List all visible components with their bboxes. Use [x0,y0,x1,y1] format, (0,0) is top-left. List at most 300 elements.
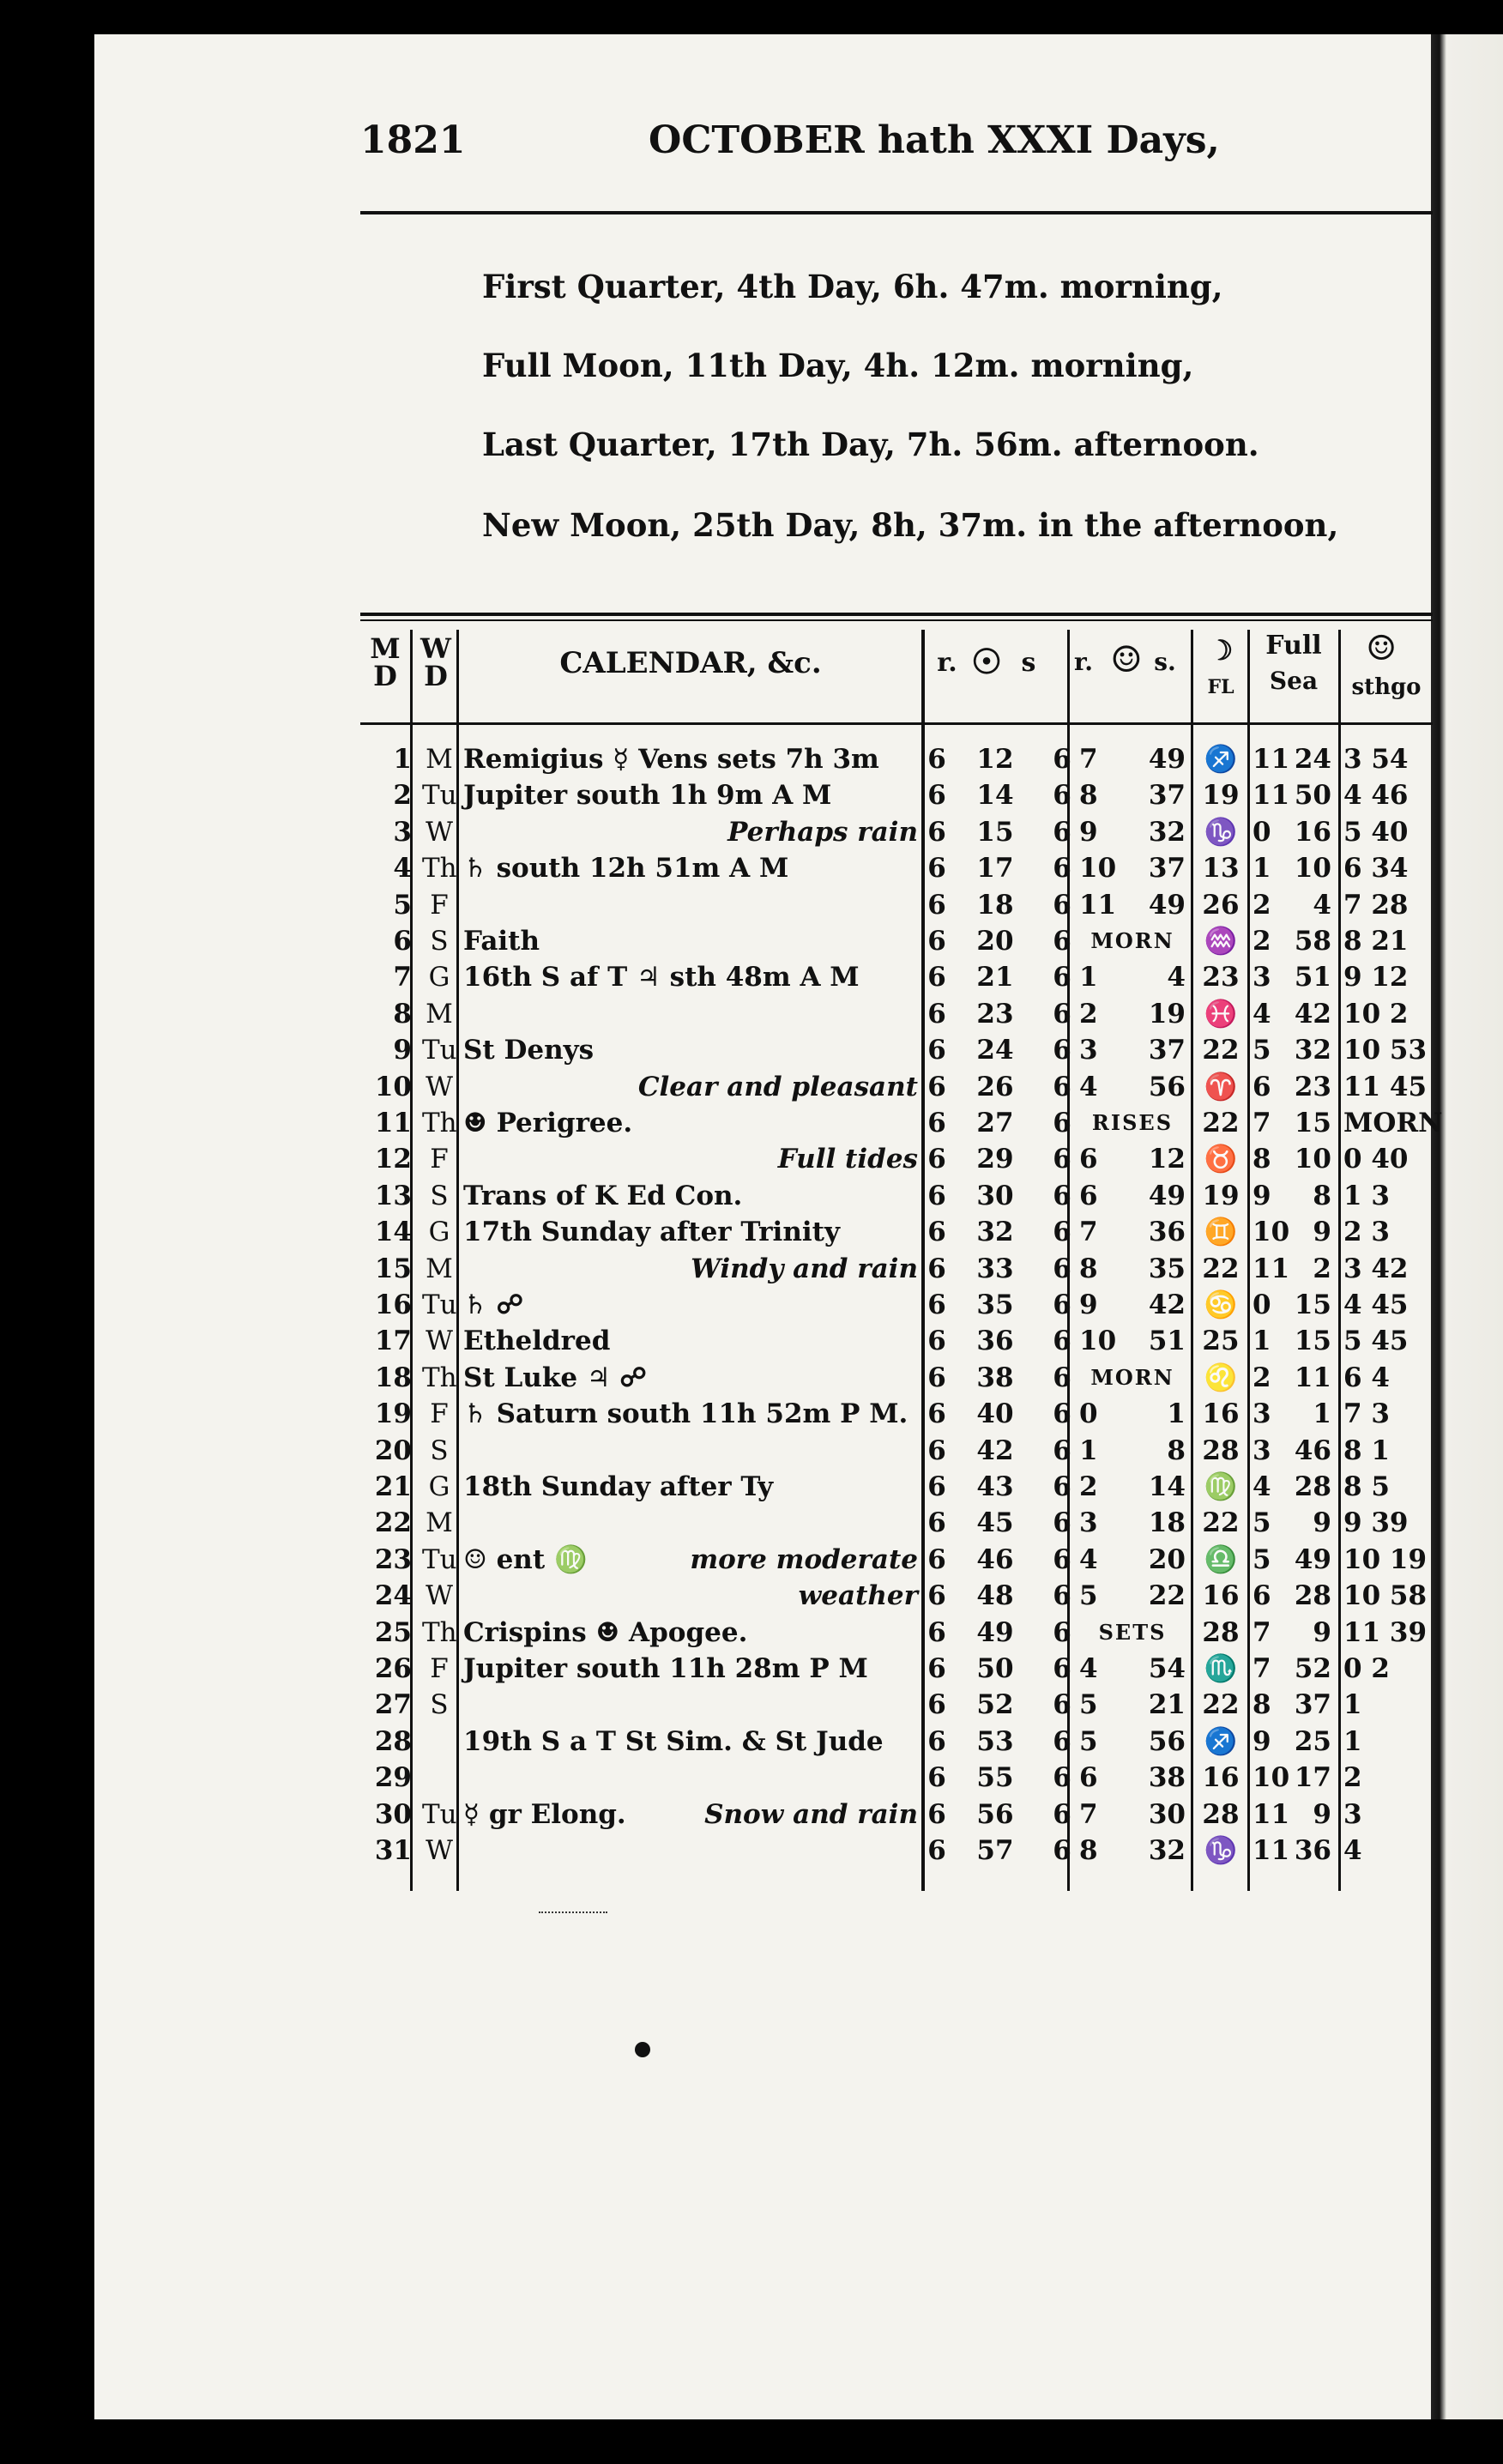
cell-week-day: Th [422,853,457,885]
cell-sea-hour: 8 [1252,1144,1271,1175]
cell-sun-set: 6 [1053,962,1071,993]
cell-moon-minute: 14 [1148,1471,1186,1502]
cell-month-day: 10 [374,1071,412,1102]
cell-moon-south: 2 [1343,1762,1362,1794]
cell-moon-hour: 9 [1079,816,1098,848]
col-full-sea-2: Sea [1269,667,1319,695]
cell-moon-minute: 54 [1148,1653,1186,1684]
cell-moon-south: 0 40 [1343,1144,1409,1175]
cell-sea-hour: 0 [1252,1289,1271,1320]
col-moon-set: s. [1154,648,1176,676]
sun-icon: ☉ [971,642,1002,682]
cell-sea-minute: 51 [1294,962,1331,993]
table-row [0,1505,1503,1541]
cell-moon-south: 4 45 [1343,1289,1409,1320]
cell-weather: Clear and pleasant [637,1071,918,1102]
cell-sun-minutes: 12 [976,744,1014,775]
cell-moon-minute: 56 [1148,1725,1186,1757]
table-row [0,1578,1503,1614]
cell-sea-minute: 25 [1294,1725,1331,1757]
cell-week-day: Th [422,1616,457,1648]
phase-new-moon: New Moon, 25th Day, 8h, 37m. in the afternoon, [482,506,1339,544]
cell-moon-minute: 49 [1148,1180,1186,1211]
cell-sea-minute: 9 [1313,1798,1331,1830]
table-row [0,1469,1503,1505]
cell-calendar: St Denys [463,1035,595,1066]
cell-week-day: F [430,1144,449,1175]
cell-moon-minute: 32 [1148,1835,1186,1866]
cell-sea-hour: 11 [1252,1253,1290,1284]
cell-moon-south: 5 40 [1343,816,1409,848]
table-row [0,1615,1503,1651]
cell-moon-south: 11 39 [1343,1616,1428,1648]
cell-weather: Windy and rain [691,1253,918,1284]
cell-sun-set: 6 [1053,1217,1071,1248]
cell-moon-word: MORN [1090,1364,1174,1390]
cell-calendar: 19th S a T St Sim. & St Jude [463,1725,884,1757]
table-row [0,959,1503,995]
cell-moon-hour: 4 [1079,1653,1098,1684]
cell-moon-place: ♍ [1204,1471,1238,1502]
cell-sea-minute: 32 [1294,1035,1331,1066]
cell-sun-set: 6 [1053,1835,1071,1866]
cell-sun-set: 6 [1053,744,1071,775]
cell-month-day: 27 [374,1689,412,1721]
cell-moon-place: 28 [1202,1434,1240,1466]
cell-moon-minute: 49 [1148,889,1186,921]
cell-moon-minute: 51 [1148,1326,1186,1357]
cell-sea-hour: 3 [1252,1398,1271,1430]
cell-calendar: ♄ Saturn south 11h 52m P M. [463,1398,908,1430]
cell-sea-hour: 8 [1252,1689,1271,1721]
cell-sun-set: 6 [1053,1398,1071,1430]
cell-moon-south: 11 45 [1343,1071,1428,1102]
cell-calendar: ☿ gr Elong. [463,1798,626,1830]
cell-moon-minute: 12 [1148,1144,1186,1175]
col-wd: W D [420,632,451,692]
col-full-sea-1: Full [1265,631,1322,661]
cell-sea-minute: 24 [1294,744,1331,775]
cell-moon-south: 8 21 [1343,926,1409,957]
table-row [0,1141,1503,1177]
cell-moon-hour: 8 [1079,1253,1098,1284]
cell-sun-minutes: 35 [976,1289,1014,1320]
cell-month-day: 13 [374,1180,412,1211]
table-row [0,1651,1503,1687]
cell-sea-minute: 52 [1294,1653,1331,1684]
crescent-moon-icon: ☽ [1208,634,1234,667]
cell-sea-hour: 1 [1252,1326,1271,1357]
footer-dotted-rule [539,1911,607,1915]
cell-sea-hour: 4 [1252,998,1271,1030]
cell-sun-set: 6 [1053,1616,1071,1648]
cell-sea-minute: 9 [1313,1217,1331,1248]
cell-sun-set: 6 [1053,853,1071,885]
cell-sea-minute: 17 [1294,1762,1331,1794]
table-row [0,1797,1503,1833]
cell-calendar: Crispins ☻ Apogee. [463,1616,748,1648]
cell-moon-south: 6 4 [1343,1362,1390,1393]
cell-month-day: 20 [374,1434,412,1466]
cell-sun-rise: 6 [927,1108,946,1138]
cell-moon-south: 10 53 [1343,1035,1428,1066]
cell-moon-south: 4 [1343,1835,1362,1866]
cell-moon-south: 8 5 [1343,1471,1390,1502]
header-bottom-rule [360,722,1433,725]
cell-sun-minutes: 57 [976,1835,1014,1866]
cell-month-day: 25 [374,1616,412,1648]
table-row [0,1542,1503,1578]
table-row [0,1105,1503,1141]
cell-sun-minutes: 52 [976,1689,1014,1721]
cell-sea-minute: 10 [1294,1144,1331,1175]
cell-moon-south: 9 12 [1343,962,1409,993]
cell-moon-hour: 6 [1079,1762,1098,1794]
cell-moon-place: 22 [1202,1689,1240,1721]
cell-moon-place: 16 [1202,1762,1240,1794]
table-row [0,1214,1503,1250]
table-row [0,923,1503,959]
cell-calendar: Jupiter south 11h 28m P M [463,1653,868,1684]
cell-week-day: M [426,744,453,775]
cell-moon-minute: 42 [1148,1289,1186,1320]
cell-weather: Full tides [777,1144,918,1175]
cell-moon-hour: 10 [1079,1326,1117,1357]
cell-sea-minute: 42 [1294,998,1331,1030]
cell-sea-hour: 5 [1252,1543,1271,1575]
cell-sea-minute: 9 [1313,1616,1331,1648]
cell-moon-place: 19 [1202,780,1240,812]
cell-sun-minutes: 48 [976,1580,1014,1612]
cell-month-day: 3 [393,816,412,848]
table-row [0,777,1503,813]
cell-sun-minutes: 50 [976,1653,1014,1684]
cell-sun-rise: 6 [927,853,946,885]
cell-sea-minute: 37 [1294,1689,1331,1721]
cell-sea-hour: 5 [1252,1035,1271,1066]
cell-calendar: Trans of K Ed Con. [463,1180,743,1211]
cell-calendar: Jupiter south 1h 9m A M [463,780,832,812]
cell-sun-set: 6 [1053,1326,1071,1357]
cell-sea-minute: 15 [1294,1289,1331,1320]
cell-sun-rise: 6 [927,1798,946,1830]
table-row [0,1360,1503,1396]
cell-moon-hour: 8 [1079,780,1098,812]
cell-month-day: 21 [374,1471,412,1502]
cell-moon-place: ♑ [1204,816,1238,848]
cell-moon-minute: 21 [1148,1689,1186,1721]
cell-sea-minute: 36 [1294,1835,1331,1866]
cell-moon-south: 6 34 [1343,853,1409,885]
year-label: 1821 [360,118,466,162]
ink-spot [635,2042,650,2057]
table-row [0,741,1503,777]
cell-sea-minute: 8 [1313,1180,1331,1211]
cell-sea-hour: 9 [1252,1725,1271,1757]
table-row [0,850,1503,886]
cell-sun-rise: 6 [927,780,946,812]
cell-sea-minute: 49 [1294,1543,1331,1575]
table-row [0,1032,1503,1068]
cell-sea-hour: 11 [1252,780,1290,812]
cell-sun-set: 6 [1053,1362,1071,1393]
cell-sun-rise: 6 [927,1616,946,1648]
cell-moon-minute: 19 [1148,998,1186,1030]
cell-sun-set: 6 [1053,1507,1071,1539]
cell-moon-minute: 37 [1148,780,1186,812]
cell-month-day: 5 [393,889,412,921]
cell-sea-hour: 11 [1252,744,1290,775]
cell-sun-rise: 6 [927,1071,946,1102]
cell-weather: more moderate [690,1543,918,1575]
table-row [0,887,1503,923]
cell-moon-south: 3 54 [1343,744,1409,775]
cell-sea-minute: 1 [1313,1398,1331,1430]
cell-sea-hour: 11 [1252,1835,1290,1866]
table-row [0,1687,1503,1723]
cell-sea-minute: 15 [1294,1326,1331,1357]
cell-moon-hour: 7 [1079,1217,1098,1248]
cell-week-day: W [426,1835,453,1866]
cell-sun-set: 6 [1053,1580,1071,1612]
cell-moon-place: 16 [1202,1398,1240,1430]
cell-sun-set: 6 [1053,1471,1071,1502]
cell-sun-set: 6 [1053,1798,1071,1830]
cell-week-day: F [430,1653,449,1684]
page-title: OCTOBER hath XXXI Days, [649,118,1220,162]
cell-moon-word: SETS [1098,1619,1167,1645]
cell-moon-hour: 2 [1079,998,1098,1030]
cell-month-day: 23 [374,1543,412,1575]
cell-week-day: W [426,816,453,848]
cell-week-day: S [430,1689,449,1721]
cell-moon-minute: 35 [1148,1253,1186,1284]
cell-sun-rise: 6 [927,1326,946,1357]
cell-week-day: Th [422,1362,457,1393]
cell-moon-place: 26 [1202,889,1240,921]
cell-sea-hour: 2 [1252,889,1271,921]
cell-moon-minute: 8 [1167,1434,1186,1466]
cell-sun-rise: 6 [927,1289,946,1320]
cell-sun-rise: 6 [927,1434,946,1466]
cell-week-day: F [430,1398,449,1430]
cell-sea-hour: 5 [1252,1507,1271,1539]
cell-moon-south: 7 3 [1343,1398,1390,1430]
cell-sun-rise: 6 [927,1507,946,1539]
cell-sun-minutes: 43 [976,1471,1014,1502]
cell-calendar: Faith [463,926,540,957]
cell-sun-minutes: 40 [976,1398,1014,1430]
cell-sun-rise: 6 [927,926,946,957]
cell-sea-hour: 0 [1252,816,1271,848]
cell-month-day: 30 [374,1798,412,1830]
cell-sea-minute: 2 [1313,1253,1331,1284]
cell-sea-hour: 6 [1252,1071,1271,1102]
cell-sun-set: 6 [1053,1108,1071,1138]
cell-sea-minute: 28 [1294,1471,1331,1502]
cell-sea-minute: 46 [1294,1434,1331,1466]
cell-sun-minutes: 42 [976,1434,1014,1466]
cell-moon-south: MORN [1343,1108,1443,1138]
cell-sun-rise: 6 [927,1653,946,1684]
cell-sea-hour: 2 [1252,1362,1271,1393]
cell-calendar: Remigius ☿ Vens sets 7h 3m [463,744,879,775]
cell-moon-hour: 5 [1079,1725,1098,1757]
cell-sun-set: 6 [1053,1180,1071,1211]
cell-sun-minutes: 32 [976,1217,1014,1248]
cell-moon-south: 4 46 [1343,780,1409,812]
cell-moon-south: 2 3 [1343,1217,1390,1248]
cell-moon-south: 7 28 [1343,889,1409,921]
cell-sun-minutes: 46 [976,1543,1014,1575]
cell-moon-minute: 37 [1148,1035,1186,1066]
cell-sea-hour: 3 [1252,1434,1271,1466]
cell-moon-place: ♒ [1204,926,1238,957]
cell-month-day: 14 [374,1217,412,1248]
cell-sea-hour: 3 [1252,962,1271,993]
cell-moon-hour: 5 [1079,1689,1098,1721]
table-top-rule-thin [360,619,1433,621]
cell-sun-set: 6 [1053,1725,1071,1757]
cell-sun-rise: 6 [927,1762,946,1794]
cell-moon-word: MORN [1090,928,1174,953]
cell-sea-minute: 11 [1294,1362,1331,1393]
cell-moon-place: ♐ [1204,744,1238,775]
cell-sea-minute: 15 [1294,1108,1331,1138]
cell-sun-set: 6 [1053,1689,1071,1721]
cell-moon-hour: 9 [1079,1289,1098,1320]
cell-sun-rise: 6 [927,1253,946,1284]
cell-sea-minute: 10 [1294,853,1331,885]
cell-week-day: Tu [422,1543,457,1575]
cell-moon-south: 10 19 [1343,1543,1428,1575]
col-moon-fl: FL [1207,676,1234,698]
cell-sea-hour: 10 [1252,1762,1290,1794]
cell-moon-place: 16 [1202,1580,1240,1612]
cell-calendar: 16th S af T ♃ sth 48m A M [463,962,860,993]
cell-sun-minutes: 15 [976,816,1014,848]
cell-weather: Snow and rain [704,1798,918,1830]
cell-moon-hour: 10 [1079,853,1117,885]
cell-sun-minutes: 27 [976,1108,1014,1138]
table-row [0,1069,1503,1105]
cell-moon-south: 10 58 [1343,1580,1428,1612]
cell-moon-place: ♏ [1204,1653,1238,1684]
cell-sun-minutes: 26 [976,1071,1014,1102]
cell-sun-minutes: 33 [976,1253,1014,1284]
cell-calendar: ♄ ☍ [463,1289,523,1320]
cell-month-day: 7 [393,962,412,993]
cell-month-day: 22 [374,1507,412,1539]
cell-moon-hour: 1 [1079,962,1098,993]
cell-weather: weather [798,1580,918,1612]
cell-moon-south: 10 2 [1343,998,1409,1030]
cell-moon-place: 22 [1202,1035,1240,1066]
cell-moon-minute: 20 [1148,1543,1186,1575]
cell-moon-hour: 5 [1079,1580,1098,1612]
cell-sun-rise: 6 [927,1035,946,1066]
cell-moon-hour: 6 [1079,1144,1098,1175]
cell-moon-place: ♑ [1204,1835,1238,1866]
cell-month-day: 18 [374,1362,412,1393]
cell-month-day: 1 [393,744,412,775]
cell-moon-hour: 6 [1079,1180,1098,1211]
cell-month-day: 6 [393,926,412,957]
cell-sun-set: 6 [1053,1762,1071,1794]
cell-calendar: 17th Sunday after Trinity [463,1217,840,1248]
cell-month-day: 4 [393,853,412,885]
cell-sun-minutes: 29 [976,1144,1014,1175]
cell-calendar: St Luke ♃ ☍ [463,1362,647,1393]
col-south: sthgo [1351,674,1422,700]
cell-moon-south: 3 42 [1343,1253,1409,1284]
phase-full-moon: Full Moon, 11th Day, 4h. 12m. morning, [482,347,1194,384]
phase-first-quarter: First Quarter, 4th Day, 6h. 47m. morning, [482,268,1223,305]
cell-moon-place: 23 [1202,962,1240,993]
cell-sea-hour: 7 [1252,1616,1271,1648]
cell-calendar: Etheldred [463,1326,611,1357]
cell-moon-place: 22 [1202,1507,1240,1539]
cell-month-day: 24 [374,1580,412,1612]
table-top-rule [360,613,1433,616]
table-row [0,1396,1503,1432]
cell-month-day: 19 [374,1398,412,1430]
cell-sea-hour: 7 [1252,1108,1271,1138]
cell-sun-rise: 6 [927,744,946,775]
cell-moon-place: ♈ [1204,1071,1238,1102]
cell-sea-hour: 7 [1252,1653,1271,1684]
table-row [0,996,1503,1032]
cell-moon-minute: 56 [1148,1071,1186,1102]
cell-sun-rise: 6 [927,1180,946,1211]
cell-month-day: 2 [393,780,412,812]
cell-moon-place: ♉ [1204,1144,1238,1175]
cell-moon-minute: 4 [1167,962,1186,993]
cell-sun-minutes: 56 [976,1798,1014,1830]
cell-moon-minute: 32 [1148,816,1186,848]
cell-sea-hour: 11 [1252,1798,1290,1830]
cell-sun-rise: 6 [927,1543,946,1575]
cell-moon-minute: 30 [1148,1798,1186,1830]
cell-moon-minute: 1 [1167,1398,1186,1430]
col-moon-rise: r. [1074,648,1093,676]
table-row [0,1760,1503,1796]
cell-month-day: 15 [374,1253,412,1284]
cell-sun-set: 6 [1053,889,1071,921]
cell-sun-minutes: 21 [976,962,1014,993]
cell-week-day: Tu [422,1798,457,1830]
cell-weather: Perhaps rain [727,816,918,848]
cell-moon-south: 8 1 [1343,1434,1390,1466]
cell-moon-place: 13 [1202,853,1240,885]
cell-sea-minute: 23 [1294,1071,1331,1102]
cell-sun-minutes: 30 [976,1180,1014,1211]
cell-moon-south: 1 [1343,1725,1362,1757]
cell-week-day: W [426,1326,453,1357]
cell-sun-rise: 6 [927,1217,946,1248]
cell-moon-place: ♊ [1204,1217,1238,1248]
cell-week-day: Th [422,1108,457,1138]
cell-month-day: 12 [374,1144,412,1175]
col-md: M D [370,632,401,692]
cell-moon-hour: 2 [1079,1471,1098,1502]
moon-face-icon-south: ☺ [1366,628,1397,668]
cell-sun-set: 6 [1053,1289,1071,1320]
cell-sun-rise: 6 [927,889,946,921]
cell-sun-minutes: 17 [976,853,1014,885]
cell-sun-set: 6 [1053,816,1071,848]
cell-moon-hour: 4 [1079,1071,1098,1102]
